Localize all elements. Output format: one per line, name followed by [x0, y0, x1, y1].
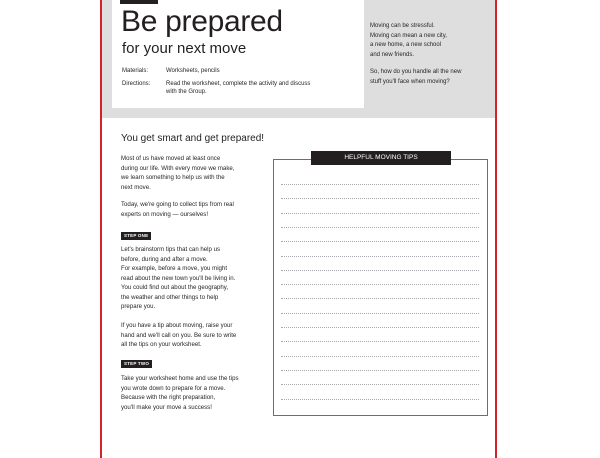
tip-writing-line — [281, 227, 479, 228]
today-paragraph — [121, 200, 266, 219]
text-line: we learn something to help us with the — [121, 174, 225, 181]
text-line: experts on moving — ourselves! — [121, 210, 209, 218]
tip-writing-line — [281, 256, 479, 257]
text-line: during our life. With every move we make, — [121, 164, 235, 172]
tip-writing-line — [281, 399, 479, 400]
text-line: For example, before a move, you might — [121, 265, 228, 272]
tip-writing-line — [281, 341, 479, 342]
step-one-badge: STEP ONE — [121, 232, 151, 240]
directions-line: with the Group. — [166, 89, 207, 95]
text-line: the weather and other things to help — [121, 293, 219, 301]
text-line: You could find out about the geography, — [121, 284, 229, 291]
text-line: next move. — [121, 183, 151, 191]
side-note-question — [370, 68, 492, 87]
materials-value: Worksheets, pencils — [166, 68, 220, 74]
text-line: you wrote down to prepare for a move. — [121, 384, 226, 392]
tip-writing-line — [281, 327, 479, 328]
tip-writing-line — [281, 370, 479, 371]
side-note-intro — [370, 22, 492, 60]
intro-paragraph — [121, 154, 266, 192]
page-title: Be prepared — [121, 5, 283, 38]
text-line: Take your worksheet home and use the tips — [121, 375, 239, 382]
step-two-paragraph — [121, 374, 266, 412]
text-line: read about the new town you'll be living in. — [121, 274, 236, 282]
text-line: Today, we're going to collect tips from real — [121, 201, 234, 208]
tips-header: HELPFUL MOVING TIPS — [311, 151, 451, 165]
tip-writing-line — [281, 270, 479, 271]
side-note-line: and new friends. — [370, 51, 415, 58]
tip-writing-line — [281, 241, 479, 242]
text-line: prepare you. — [121, 303, 156, 310]
side-note-line: a new home, a new school — [370, 42, 442, 48]
directions-value — [166, 80, 356, 96]
text-line: you'll make your move a success! — [121, 403, 212, 411]
raise-hand-paragraph — [121, 321, 266, 350]
section-title: You get smart and get prepared! — [121, 133, 265, 144]
text-line: Because with the right preparation, — [121, 394, 216, 401]
text-line: Let's brainstorm tips that can help us — [121, 246, 221, 253]
text-line: all the tips on your worksheet. — [121, 341, 202, 348]
text-line: If you have a tip about moving, raise your — [121, 322, 233, 329]
tip-writing-line — [281, 356, 479, 357]
tip-writing-line — [281, 298, 479, 299]
tip-writing-line — [281, 313, 479, 314]
side-note-line: So, how do you handle all the new — [370, 69, 462, 75]
step-one-paragraph — [121, 245, 266, 312]
tip-writing-line — [281, 284, 479, 285]
tip-writing-line — [281, 384, 479, 385]
side-note-line: Moving can mean a new city, — [370, 32, 447, 39]
directions-label: Directions: — [122, 81, 151, 87]
tip-writing-line — [281, 198, 479, 199]
text-line: hand and we'll call on you. Be sure to write — [121, 331, 237, 339]
side-note-line: stuff you'll face when moving? — [370, 78, 450, 85]
directions-line: Read the worksheet, complete the activity and discuss — [166, 81, 311, 87]
tip-writing-line — [281, 184, 479, 185]
text-line: Most of us have moved at least once — [121, 155, 221, 162]
tip-writing-line — [281, 213, 479, 214]
materials-label: Materials: — [122, 68, 149, 74]
text-line: before, during and after a move. — [121, 255, 208, 263]
page-subtitle: for your next move — [122, 40, 247, 57]
side-note-line: Moving can be stressful. — [370, 23, 435, 29]
step-two-badge: STEP TWO — [121, 360, 152, 368]
